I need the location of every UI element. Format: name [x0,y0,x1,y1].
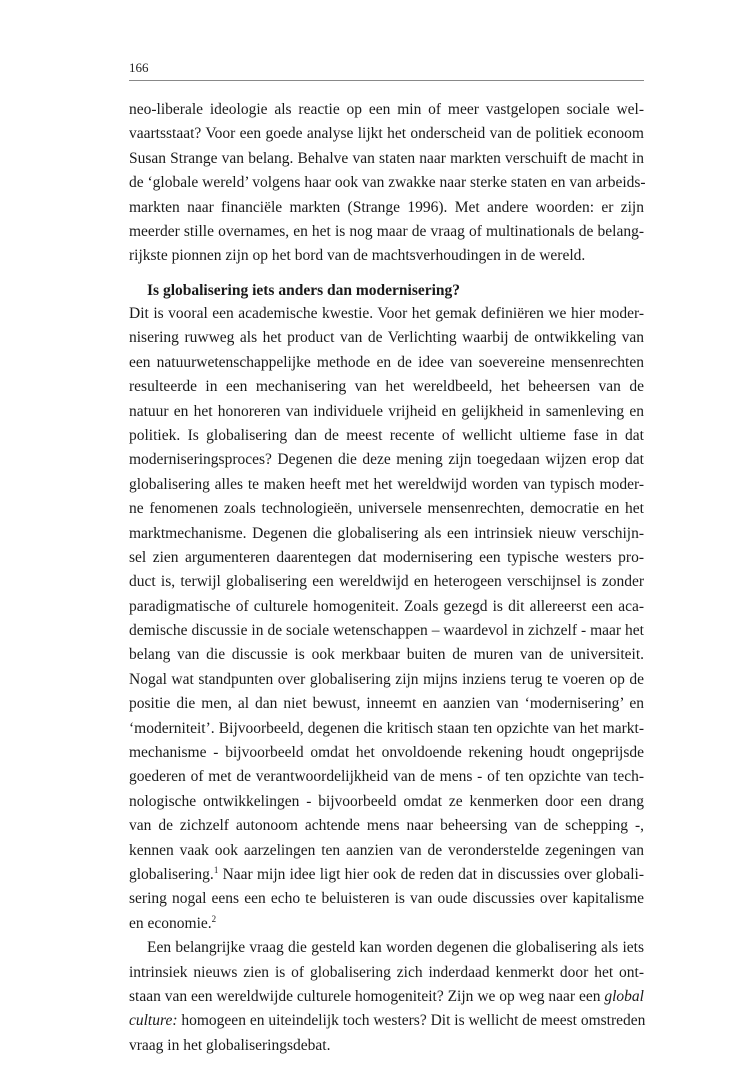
text-line: sel zien argumenteren daarentegen dat modernisering een typische westers pro- [129,548,644,566]
text-line: intrinsiek nieuws zien is of globalisering zich inderdaad kenmerkt door het ont- [129,963,644,981]
text-line-footnote-1 [129,863,644,887]
text-line: vraag in het globaliseringsdebat. [129,1036,331,1054]
header-divider [129,80,644,81]
text-fragment: homogeen en uiteindelijk toch westers? Dit is wellicht de meest omstreden [177,1012,646,1030]
text-line: Dit is vooral een academische kwestie. Voor het gemak definiëren we hier moder- [129,305,644,322]
text-line: paradigmatische of culturele homogeniteit. Zoals gezegd is dit allereerst een aca- [129,597,644,615]
text-line: moderniseringsproces? Degenen die deze mening zijn toegedaan wijzen erop dat [129,451,644,469]
text-line: Nogal wat standpunten over globalisering zijn mijns inziens terug te voeren op de [129,670,644,688]
text-line: vaartsstaat? Voor een goede analyse lijkt het onderscheid van de politiek econoom [129,125,644,143]
footnote-marker-1[interactable]: 1 [213,864,219,875]
text-line: goederen of met de verantwoordelijkheid van de mens - of ten opzichte van tech- [129,768,644,786]
text-fragment: en economie. [129,914,212,932]
text-line-footnote-2 [129,912,644,936]
text-line: nisering ruwweg als het product van de Verlichting waarbij de ontwikkeling van [129,329,644,347]
text-fragment: globalisering. [129,865,214,883]
text-line: ne fenomenen zoals technologieën, universele mensenrechten, democratie en het [129,500,644,518]
text-line: positie die men, al dan niet bewust, inneemt en aanzien van ‘modernisering’ en [129,695,644,713]
text-fragment: staan van een wereldwijde culturele homogeniteit? Zijn we op weg naar een [129,987,605,1005]
italic-term: culture: [129,1012,178,1030]
text-line: de ‘globale wereld’ volgens haar ook van zwakke naar sterke staten en van arbeids- [129,174,646,192]
text-line: kennen vaak ook aarzelingen ten aanzien van de veronderstelde zegeningen van [129,841,644,859]
text-line: mechanisme - bijvoorbeeld omdat het onvoldoende rekening houdt ongeprijsde [129,744,644,762]
text-line: neo-liberale ideologie als reactie op een min of meer vastgelopen sociale wel- [129,101,644,118]
text-line: marktmechanisme. Degenen die globalisering als een intrinsiek nieuw verschijn- [129,524,644,542]
text-line: globalisering alles te maken heeft met het wereldwijd worden van typisch moder- [129,475,644,493]
text-line: een natuurwetenschappelijke methode en de idee van soevereine mensenrechten [129,353,644,371]
text-line: meerder stille overnames, en het is nog maar de vraag of multinationals de belang- [129,222,644,240]
page-number: 166 [129,60,149,75]
text-line: nologische ontwikkelingen - bijvoorbeeld omdat ze kenmerken door een drang [129,792,644,810]
text-line: duct is, terwijl globalisering een wereldwijd en heterogeen verschijnsel is zonder [129,573,644,591]
text-line: natuur en het honoreren van individuele vrijheid en gelijkheid in samenleving en [129,402,644,420]
italic-term: global [604,987,644,1005]
text-line [129,1009,644,1033]
text-line: Susan Strange van belang. Behalve van staten naar markten verschuift de macht in [129,149,644,167]
text-line: ‘moderniteit’. Bijvoorbeeld, degenen die kritisch staan ten opzichte van het markt- [129,719,644,737]
text-line: demische discussie in de sociale wetenschappen – waardevol in zichzelf - maar het [129,622,644,640]
text-fragment: Naar mijn idee ligt hier ook de reden dat in discussies over globali- [218,865,644,883]
text-line: politiek. Is globalisering dan de meest recente of wellicht ultieme fase in dat [129,426,644,444]
text-line [129,985,644,1009]
text-line: Een belangrijke vraag die gesteld kan worden degenen die globalisering als iets [147,939,644,957]
text-line: sering nogal eens een echo te beluisteren is van oude discussies over kapitalisme [129,890,644,908]
intro-paragraph [129,98,644,269]
text-line: belang van die discussie is ook merkbaar buiten de muren van de universiteit. [129,646,644,664]
section-body [129,302,644,1058]
footnote-marker-2[interactable]: 2 [211,913,217,924]
section-heading: Is globalisering iets anders dan modernisering? [147,282,461,299]
text-line: markten naar financiële markten (Strange 1996). Met andere woorden: er zijn [129,198,644,216]
text-line: van de zichzelf autonoom achtende mens naar beheersing van de schepping -, [129,817,644,835]
text-line: resulteerde in een mechanisering van het wereldbeeld, het beheersen van de [129,378,644,396]
text-line: rijkste pionnen zijn op het bord van de machtsverhoudingen in de wereld. [129,247,586,265]
